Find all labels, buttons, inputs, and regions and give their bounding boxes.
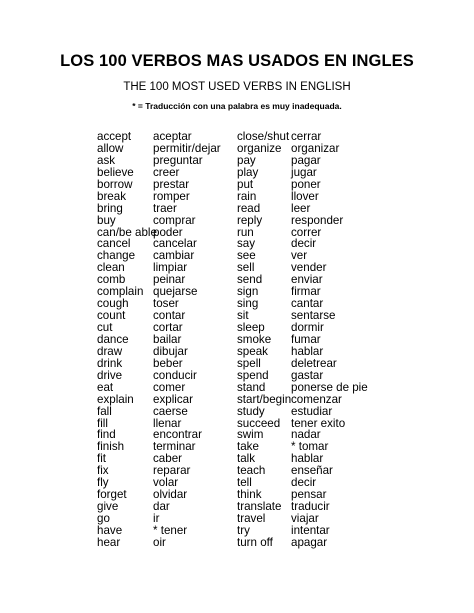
spanish-translation: limpiar — [153, 261, 188, 275]
spanish-translation: enviar — [291, 273, 323, 287]
spanish-translation: vender — [291, 261, 327, 275]
spanish-translation: traer — [153, 201, 177, 215]
english-verb: comb — [97, 273, 126, 287]
english-verb: tell — [237, 476, 252, 490]
english-verb: sing — [237, 297, 259, 311]
english-verb: send — [237, 273, 263, 287]
english-verb: finish — [97, 440, 125, 454]
english-verb: study — [237, 404, 265, 418]
spanish-translation: dibujar — [153, 344, 188, 358]
spanish-translation: fumar — [291, 332, 321, 346]
spanish-translation: peinar — [153, 273, 186, 287]
english-verb: put — [237, 177, 254, 191]
spanish-translation: dormir — [291, 321, 324, 334]
english-verb: start/begin — [237, 392, 292, 406]
spanish-translation: ponerse de pie — [291, 380, 368, 394]
translation-note: * = Traducción con una palabra es muy inadequada. — [132, 101, 342, 111]
english-verb: cancel — [97, 237, 131, 251]
spanish-translation: tener exito — [291, 416, 346, 430]
english-verb: talk — [237, 452, 256, 466]
spanish-translation: decir — [291, 237, 317, 251]
spanish-translation: organizar — [291, 141, 340, 155]
english-verb: have — [97, 523, 123, 537]
english-verb: ask — [97, 153, 116, 167]
english-verb: sign — [237, 285, 259, 299]
english-verb: forget — [97, 488, 127, 502]
english-verb: fix — [97, 464, 109, 478]
spanish-translation: bailar — [153, 332, 182, 346]
english-verb: explain — [97, 392, 134, 406]
spanish-translation: firmar — [291, 285, 321, 299]
english-verb: read — [237, 201, 261, 215]
spanish-translation: creer — [153, 165, 180, 179]
spanish-translation: deletrear — [291, 356, 337, 370]
spanish-translation: dar — [153, 500, 170, 514]
spanish-translation: olvidar — [153, 488, 188, 502]
spanish-translation: pensar — [291, 488, 327, 502]
spanish-translation: cambiar — [153, 249, 195, 263]
english-verb: pay — [237, 153, 256, 167]
english-verb: smoke — [237, 332, 272, 346]
spanish-translation: cerrar — [291, 130, 322, 143]
spanish-translation: decir — [291, 476, 317, 490]
spanish-verbs-left-column — [153, 131, 221, 549]
english-verb: break — [97, 189, 127, 203]
spanish-translation: caerse — [153, 404, 188, 418]
spanish-translation: leer — [291, 201, 311, 215]
english-verb: clean — [97, 261, 125, 275]
english-verb: count — [97, 309, 126, 323]
english-verb: sit — [237, 309, 249, 323]
spanish-translation: comer — [153, 380, 186, 394]
english-verb: stand — [237, 380, 266, 394]
spanish-translation: oir — [153, 535, 166, 549]
spanish-translation: enseñar — [291, 464, 333, 478]
english-verb: buy — [97, 213, 116, 227]
english-verb: accept — [97, 130, 132, 143]
english-verb: dance — [97, 332, 129, 346]
english-verb: hear — [97, 535, 121, 549]
english-verb: draw — [97, 344, 123, 358]
spanish-translation: caber — [153, 452, 183, 466]
english-verb: teach — [237, 464, 266, 478]
spanish-translation: nadar — [291, 428, 321, 442]
english-verb: cut — [97, 321, 113, 334]
english-verb: go — [97, 512, 110, 525]
english-verb: rain — [237, 189, 257, 203]
spanish-translation: beber — [153, 356, 183, 370]
english-verb: see — [237, 249, 256, 263]
english-verb: drink — [97, 356, 123, 370]
english-verb: drive — [97, 368, 123, 382]
english-verb: play — [237, 165, 259, 179]
english-verb: give — [97, 500, 119, 514]
english-verb: can/be able — [97, 225, 157, 239]
english-verb: translate — [237, 500, 282, 514]
spanish-translation: preguntar — [153, 153, 203, 167]
spanish-translation: intentar — [291, 523, 330, 537]
spanish-verbs-right-column — [291, 131, 368, 549]
spanish-translation: permitir/dejar — [153, 141, 221, 155]
spanish-translation: toser — [153, 297, 179, 311]
english-verb: spend — [237, 368, 269, 382]
spanish-translation: aceptar — [153, 130, 192, 143]
spanish-translation: poner — [291, 177, 321, 191]
spanish-translation: volar — [153, 476, 179, 490]
spanish-translation: jugar — [291, 165, 317, 179]
spanish-translation: llover — [291, 189, 319, 203]
english-verb: change — [97, 249, 136, 263]
english-verb: fly — [97, 476, 109, 490]
spanish-translation: cantar — [291, 297, 324, 311]
english-verbs-left-column — [97, 131, 157, 549]
spanish-translation: prestar — [153, 177, 190, 191]
spanish-translation: romper — [153, 189, 190, 203]
spanish-translation: comenzar — [291, 392, 342, 406]
spanish-translation: viajar — [291, 512, 319, 525]
english-verb: eat — [97, 380, 114, 394]
english-verb: close/shut — [237, 130, 290, 143]
page-title: LOS 100 VERBOS MAS USADOS EN INGLES — [60, 52, 414, 70]
spanish-translation: reparar — [153, 464, 191, 478]
english-verb: swim — [237, 428, 264, 442]
spanish-translation: ir — [153, 512, 160, 525]
spanish-translation: sentarse — [291, 309, 336, 323]
spanish-translation: contar — [153, 309, 186, 323]
english-verb: bring — [97, 201, 123, 215]
english-verb: borrow — [97, 177, 133, 191]
spanish-translation: cortar — [153, 321, 183, 334]
spanish-translation: conducir — [153, 368, 197, 382]
spanish-translation: hablar — [291, 344, 324, 358]
spanish-translation: encontrar — [153, 428, 202, 442]
spanish-translation: apagar — [291, 535, 328, 549]
spanish-translation: explicar — [153, 392, 193, 406]
spanish-translation: llenar — [153, 416, 182, 430]
spanish-translation: responder — [291, 213, 344, 227]
english-verb: speak — [237, 344, 268, 358]
spanish-translation: gastar — [291, 368, 324, 382]
english-verb: complain — [97, 285, 144, 299]
english-verb: turn off — [237, 535, 273, 549]
spanish-translation: poder — [153, 225, 183, 239]
spanish-translation: estudiar — [291, 404, 333, 418]
english-verb: find — [97, 428, 116, 442]
english-verb: travel — [237, 512, 266, 525]
english-verb: allow — [97, 141, 124, 155]
spanish-translation: cancelar — [153, 237, 197, 251]
english-verb: reply — [237, 213, 263, 227]
english-verb: think — [237, 488, 262, 502]
spanish-translation: hablar — [291, 452, 324, 466]
english-verb: organize — [237, 141, 282, 155]
english-verb: fill — [97, 416, 108, 430]
english-verbs-right-column — [237, 131, 291, 549]
english-verb: believe — [97, 165, 134, 179]
english-verb: fit — [97, 452, 107, 466]
english-verb: take — [237, 440, 259, 454]
page-subtitle: THE 100 MOST USED VERBS IN ENGLISH — [123, 81, 351, 93]
english-verb: succeed — [237, 416, 281, 430]
english-verb: say — [237, 237, 256, 251]
spanish-translation: comprar — [153, 213, 196, 227]
english-verb: cough — [97, 297, 129, 311]
spanish-translation: traducir — [291, 500, 330, 514]
spanish-translation: terminar — [153, 440, 196, 454]
spanish-translation: correr — [291, 225, 322, 239]
english-verb: run — [237, 225, 254, 239]
spanish-translation: * tomar — [291, 440, 329, 454]
english-verb: sell — [237, 261, 255, 275]
english-verb: fall — [97, 404, 112, 418]
spanish-translation: ver — [291, 249, 308, 263]
english-verb: sleep — [237, 321, 265, 334]
spanish-translation: quejarse — [153, 285, 198, 299]
spanish-translation: * tener — [153, 523, 188, 537]
spanish-translation: pagar — [291, 153, 321, 167]
english-verb: spell — [237, 356, 261, 370]
english-verb: try — [237, 523, 250, 537]
